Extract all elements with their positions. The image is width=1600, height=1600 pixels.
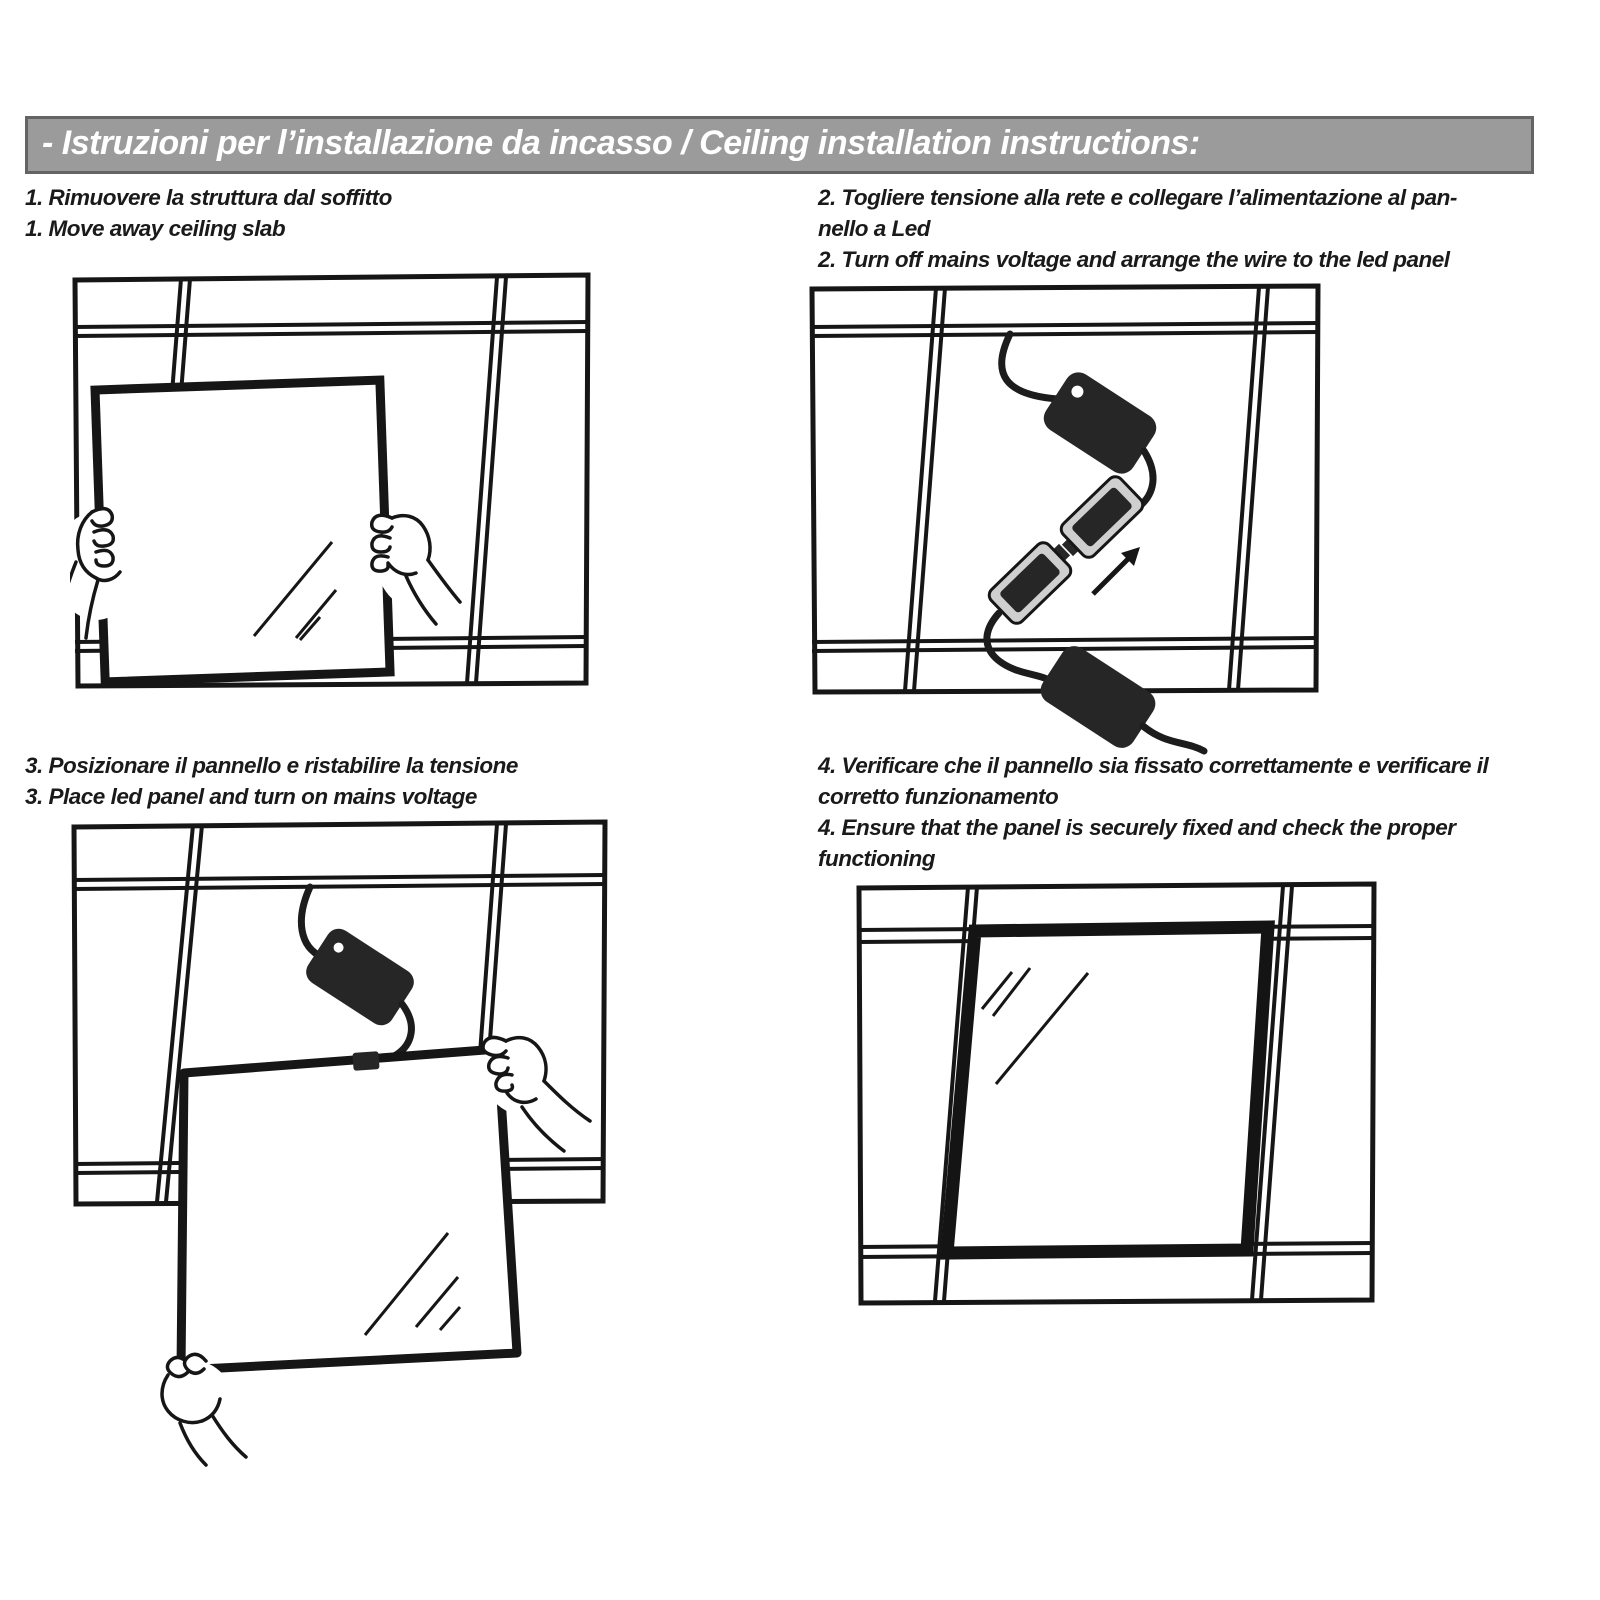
step4-line-it-1: 4. Verificare che il pannello sia fissato correttamente e verificare il — [818, 753, 1489, 778]
section-title: - Istruzioni per l’installazione da incasso / Ceiling installation instructions: — [42, 124, 1200, 162]
illustration-step3-place-panel — [60, 815, 710, 1475]
step3-line-en: 3. Place led panel and turn on mains voltage — [25, 784, 477, 809]
led-panel-installed — [947, 927, 1268, 1253]
step3-caption — [25, 750, 518, 812]
illustration-step2-wire-connectors — [806, 283, 1326, 763]
led-panel — [181, 1049, 517, 1370]
step4-line-en-1: 4. Ensure that the panel is securely fixed and check the proper — [818, 815, 1456, 840]
step1-caption — [25, 182, 392, 244]
panel-wire-socket — [352, 1051, 379, 1071]
driver-box-bottom — [1035, 641, 1160, 753]
illustration-step4-panel-installed — [836, 876, 1401, 1316]
step4-caption — [818, 750, 1488, 874]
arrow-icon — [1093, 547, 1140, 594]
led-panel — [95, 380, 390, 682]
driver-box — [301, 924, 419, 1030]
section-header — [25, 116, 1534, 174]
step2-line-it-2: nello a Led — [818, 216, 931, 241]
driver-box-top — [1038, 367, 1161, 479]
illustration-step1-remove-ceiling-slab — [70, 270, 595, 690]
step1-line-it: 1. Rimuovere la struttura dal soffitto — [25, 185, 392, 210]
step2-line-it-1: 2. Togliere tensione alla rete e collegare l’alimentazione al pan- — [818, 185, 1457, 210]
step4-line-en-2: functioning — [818, 846, 935, 871]
step1-line-en: 1. Move away ceiling slab — [25, 216, 286, 241]
step4-line-it-2: corretto funzionamento — [818, 784, 1059, 809]
step2-caption — [818, 182, 1457, 275]
power-wire-top — [1002, 334, 1058, 399]
power-wire — [301, 887, 322, 957]
step2-line-en: 2. Turn off mains voltage and arrange the wire to the led panel — [818, 247, 1450, 272]
ceiling-grid — [812, 286, 1318, 692]
power-wire-exit — [1143, 726, 1204, 751]
step3-line-it: 3. Posizionare il pannello e ristabilire la tensione — [25, 753, 518, 778]
